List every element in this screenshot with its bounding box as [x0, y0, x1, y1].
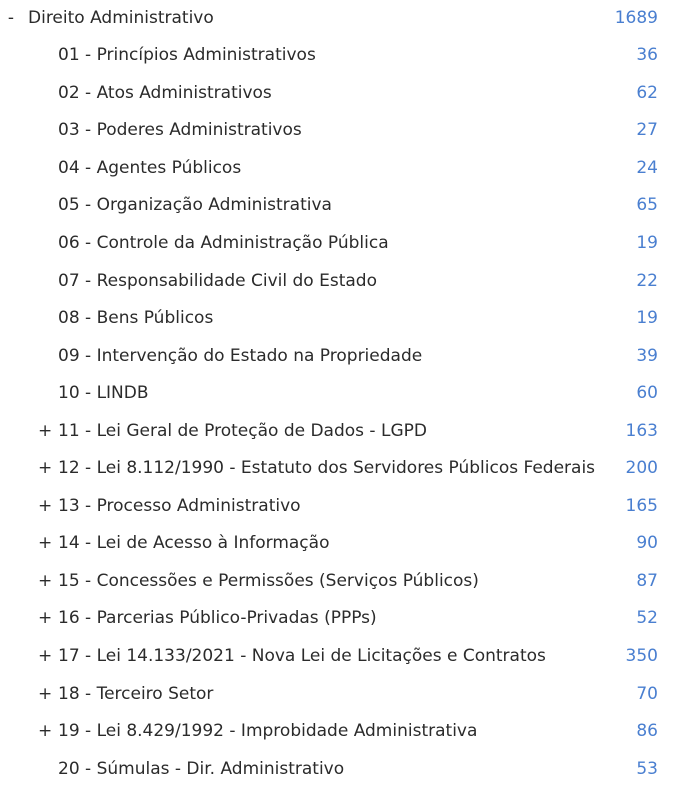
tree-item-count[interactable]: 19 — [636, 233, 658, 253]
tree-item-row[interactable] — [0, 638, 676, 676]
expand-toggle[interactable]: + — [38, 570, 53, 591]
tree-item-label[interactable]: 16 - Parcerias Público-Privadas (PPPs) — [58, 608, 377, 629]
tree-item-label[interactable]: 10 - LINDB — [58, 383, 149, 404]
tree-item-label[interactable]: 08 - Bens Públicos — [58, 308, 214, 329]
tree-item-count[interactable]: 350 — [625, 646, 658, 667]
tree-item-row[interactable] — [0, 337, 676, 375]
tree-item-row[interactable] — [0, 225, 676, 263]
tree-item-label[interactable]: 17 - Lei 14.133/2021 - Nova Lei de Licitações e Contratos — [58, 646, 546, 667]
expand-toggle[interactable]: + — [38, 646, 53, 667]
tree-item-label[interactable]: 11 - Lei Geral de Proteção de Dados - LGPD — [58, 420, 427, 441]
tree-item-row[interactable] — [0, 37, 676, 75]
tree-root-row[interactable] — [0, 0, 676, 37]
root-count[interactable]: 1689 — [614, 8, 658, 28]
tree-item-label[interactable]: 06 - Controle da Administração Pública — [58, 233, 389, 253]
tree-item-label[interactable]: 18 - Terceiro Setor — [58, 683, 214, 704]
tree-item-label[interactable]: 12 - Lei 8.112/1990 - Estatuto dos Servidores Públicos Federais — [58, 458, 596, 479]
tree-item-label[interactable]: 19 - Lei 8.429/1992 - Improbidade Administrativa — [58, 721, 478, 742]
tree-item-label[interactable]: 05 - Organização Administrativa — [58, 195, 332, 216]
tree-item-row[interactable] — [0, 675, 676, 713]
tree-item-label[interactable]: 20 - Súmulas - Dir. Administrativo — [58, 758, 345, 779]
expand-toggle[interactable]: + — [38, 420, 53, 441]
tree-item-label[interactable]: 15 - Concessões e Permissões (Serviços Públicos) — [58, 570, 479, 591]
tree-item-count[interactable]: 163 — [625, 420, 658, 441]
tree-item-row[interactable] — [0, 262, 676, 300]
tree-children — [0, 37, 676, 788]
tree-item-row[interactable] — [0, 75, 676, 113]
tree-item-label[interactable]: 09 - Intervenção do Estado na Propriedade — [58, 345, 423, 366]
tree-item-row[interactable] — [0, 488, 676, 526]
tree-item-row[interactable] — [0, 563, 676, 601]
tree-item-label[interactable]: 04 - Agentes Públicos — [58, 157, 242, 178]
expand-toggle[interactable]: + — [38, 721, 53, 742]
tree-item-count[interactable]: 86 — [636, 721, 658, 742]
tree-item-row[interactable] — [0, 112, 676, 150]
tree-item-label[interactable]: 14 - Lei de Acesso à Informação — [58, 533, 330, 554]
tree-item-count[interactable]: 19 — [636, 308, 658, 329]
tree-item-count[interactable]: 87 — [636, 570, 658, 591]
tree-item-label[interactable]: 13 - Processo Administrativo — [58, 495, 301, 516]
tree-item-count[interactable]: 24 — [636, 157, 658, 178]
expand-toggle[interactable]: + — [38, 458, 53, 479]
expand-toggle[interactable]: + — [38, 495, 53, 516]
expand-toggle[interactable]: + — [38, 683, 53, 704]
collapse-toggle[interactable]: - — [7, 8, 15, 28]
tree-item-row[interactable] — [0, 600, 676, 638]
tree-item-row[interactable] — [0, 750, 676, 788]
tree-item-count[interactable]: 65 — [636, 195, 658, 216]
tree-item-row[interactable] — [0, 450, 676, 488]
tree-item-count[interactable]: 39 — [636, 345, 658, 366]
tree-item-label[interactable]: 02 - Atos Administrativos — [58, 82, 272, 103]
tree-item-count[interactable]: 36 — [636, 45, 658, 66]
tree-item-count[interactable]: 53 — [636, 758, 658, 779]
tree-item-row[interactable] — [0, 187, 676, 225]
tree-item-row[interactable] — [0, 300, 676, 338]
tree-item-row[interactable] — [0, 375, 676, 413]
tree-item-count[interactable]: 90 — [636, 533, 658, 554]
tree-item-count[interactable]: 22 — [636, 270, 658, 291]
tree-item-row[interactable] — [0, 525, 676, 563]
tree-item-row[interactable] — [0, 150, 676, 188]
tree-item-label[interactable]: 07 - Responsabilidade Civil do Estado — [58, 270, 377, 291]
tree-item-count[interactable]: 70 — [636, 683, 658, 704]
root-label[interactable]: Direito Administrativo — [28, 8, 214, 28]
tree-item-row[interactable] — [0, 713, 676, 751]
tree-item-count[interactable]: 52 — [636, 608, 658, 629]
tree-item-count[interactable]: 62 — [636, 82, 658, 103]
tree-item-count[interactable]: 200 — [625, 458, 658, 479]
expand-toggle[interactable]: + — [38, 608, 53, 629]
tree-item-count[interactable]: 27 — [636, 120, 658, 141]
tree-item-label[interactable]: 03 - Poderes Administrativos — [58, 120, 302, 141]
tree-item-count[interactable]: 165 — [625, 495, 658, 516]
expand-toggle[interactable]: + — [38, 533, 53, 554]
tree-item-count[interactable]: 60 — [636, 383, 658, 404]
tree-item-row[interactable] — [0, 412, 676, 450]
tree-item-label[interactable]: 01 - Princípios Administrativos — [58, 45, 316, 66]
